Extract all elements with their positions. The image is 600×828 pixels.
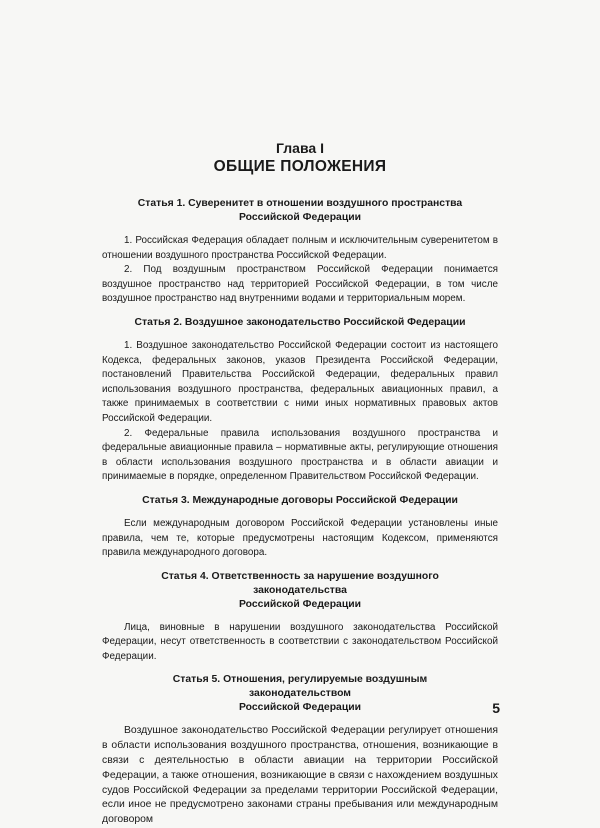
article-heading <box>102 197 498 225</box>
article-paragraph: 1. Российская Федерация обладает полным и исключительным суверенитетом в отношении воздушного пространства Российской Федерации. <box>102 235 498 261</box>
page-number: 5 <box>492 700 500 716</box>
article-heading-line: Статья 1. Суверенитет в отношении воздушного пространства <box>137 198 463 209</box>
article-4 <box>102 570 498 665</box>
article-paragraph: 2. Под воздушным пространством Российской Федерации понимается воздушное пространство над территорией Российской Федерации, в том числе воздушное пространство над внутренними водами и территориальным морем. <box>102 264 498 305</box>
article-heading-line: Российской Федерации <box>239 212 361 223</box>
article-heading-line: Статья 5. Отношения, регулируемые воздушным законодательством <box>172 674 428 700</box>
article-heading <box>102 316 498 330</box>
article-2 <box>102 316 498 485</box>
article-heading-line: Статья 4. Ответственность за нарушение воздушного законодательства <box>161 570 439 596</box>
article-paragraph: 1. Воздушное законодательство Российской Федерации состоит из настоящего Кодекса, федеральных законов, указов Президента Российской Федерации, постановлений Правительства Российской Федерации, федеральных правил использования воздушного пространства, федеральных авиационных правил, а также принимаемых в соответствии с ними иных нормативных правовых актов Российской Федерации. <box>102 339 498 424</box>
article-heading-line: Статья 2. Воздушное законодательство Российской Федерации <box>134 316 466 328</box>
article-heading <box>102 673 498 715</box>
article-3 <box>102 494 498 561</box>
article-heading <box>102 570 498 612</box>
article-paragraph: Воздушное законодательство Российской Федерации регулирует отношения в области использования воздушного пространства, отношения, возникающие в связи с деятельностью в области авиации на территории Российской Федерации, а также отношения, возникающие в связи с нахождением воздушных судов Российской Федерации за пределами территории Российской Федерации, если иное не предусмотрено законами страны пребывания или международным договором <box>102 725 498 826</box>
article-heading <box>102 494 498 508</box>
article-heading-line: Статья 3. Международные договоры Российской Федерации <box>142 494 458 506</box>
article-heading-line: Российской Федерации <box>239 702 361 714</box>
article-1 <box>102 197 498 307</box>
article-paragraph: Лица, виновные в нарушении воздушного законодательства Российской Федерации, несут ответственность в соответствии с законодательством Российской Федерации. <box>102 621 498 662</box>
article-paragraph: Если международным договором Российской Федерации установлены иные правила, чем те, которые предусмотрены настоящим Кодексом, применяются правила международного договора. <box>102 517 498 559</box>
article-paragraph: 2. Федеральные правила использования воздушного пространства и федеральные авиационные правила – нормативные акты, регулирующие отношения в области использования воздушного пространства и в области авиации и принимаемые в порядке, определенном Правительством Российской Федерации. <box>102 427 498 483</box>
chapter-number: Глава I <box>276 140 324 156</box>
article-5 <box>102 673 498 828</box>
chapter-title: ОБЩИЕ ПОЛОЖЕНИЯ <box>213 158 387 175</box>
article-heading-line: Российской Федерации <box>239 598 361 610</box>
